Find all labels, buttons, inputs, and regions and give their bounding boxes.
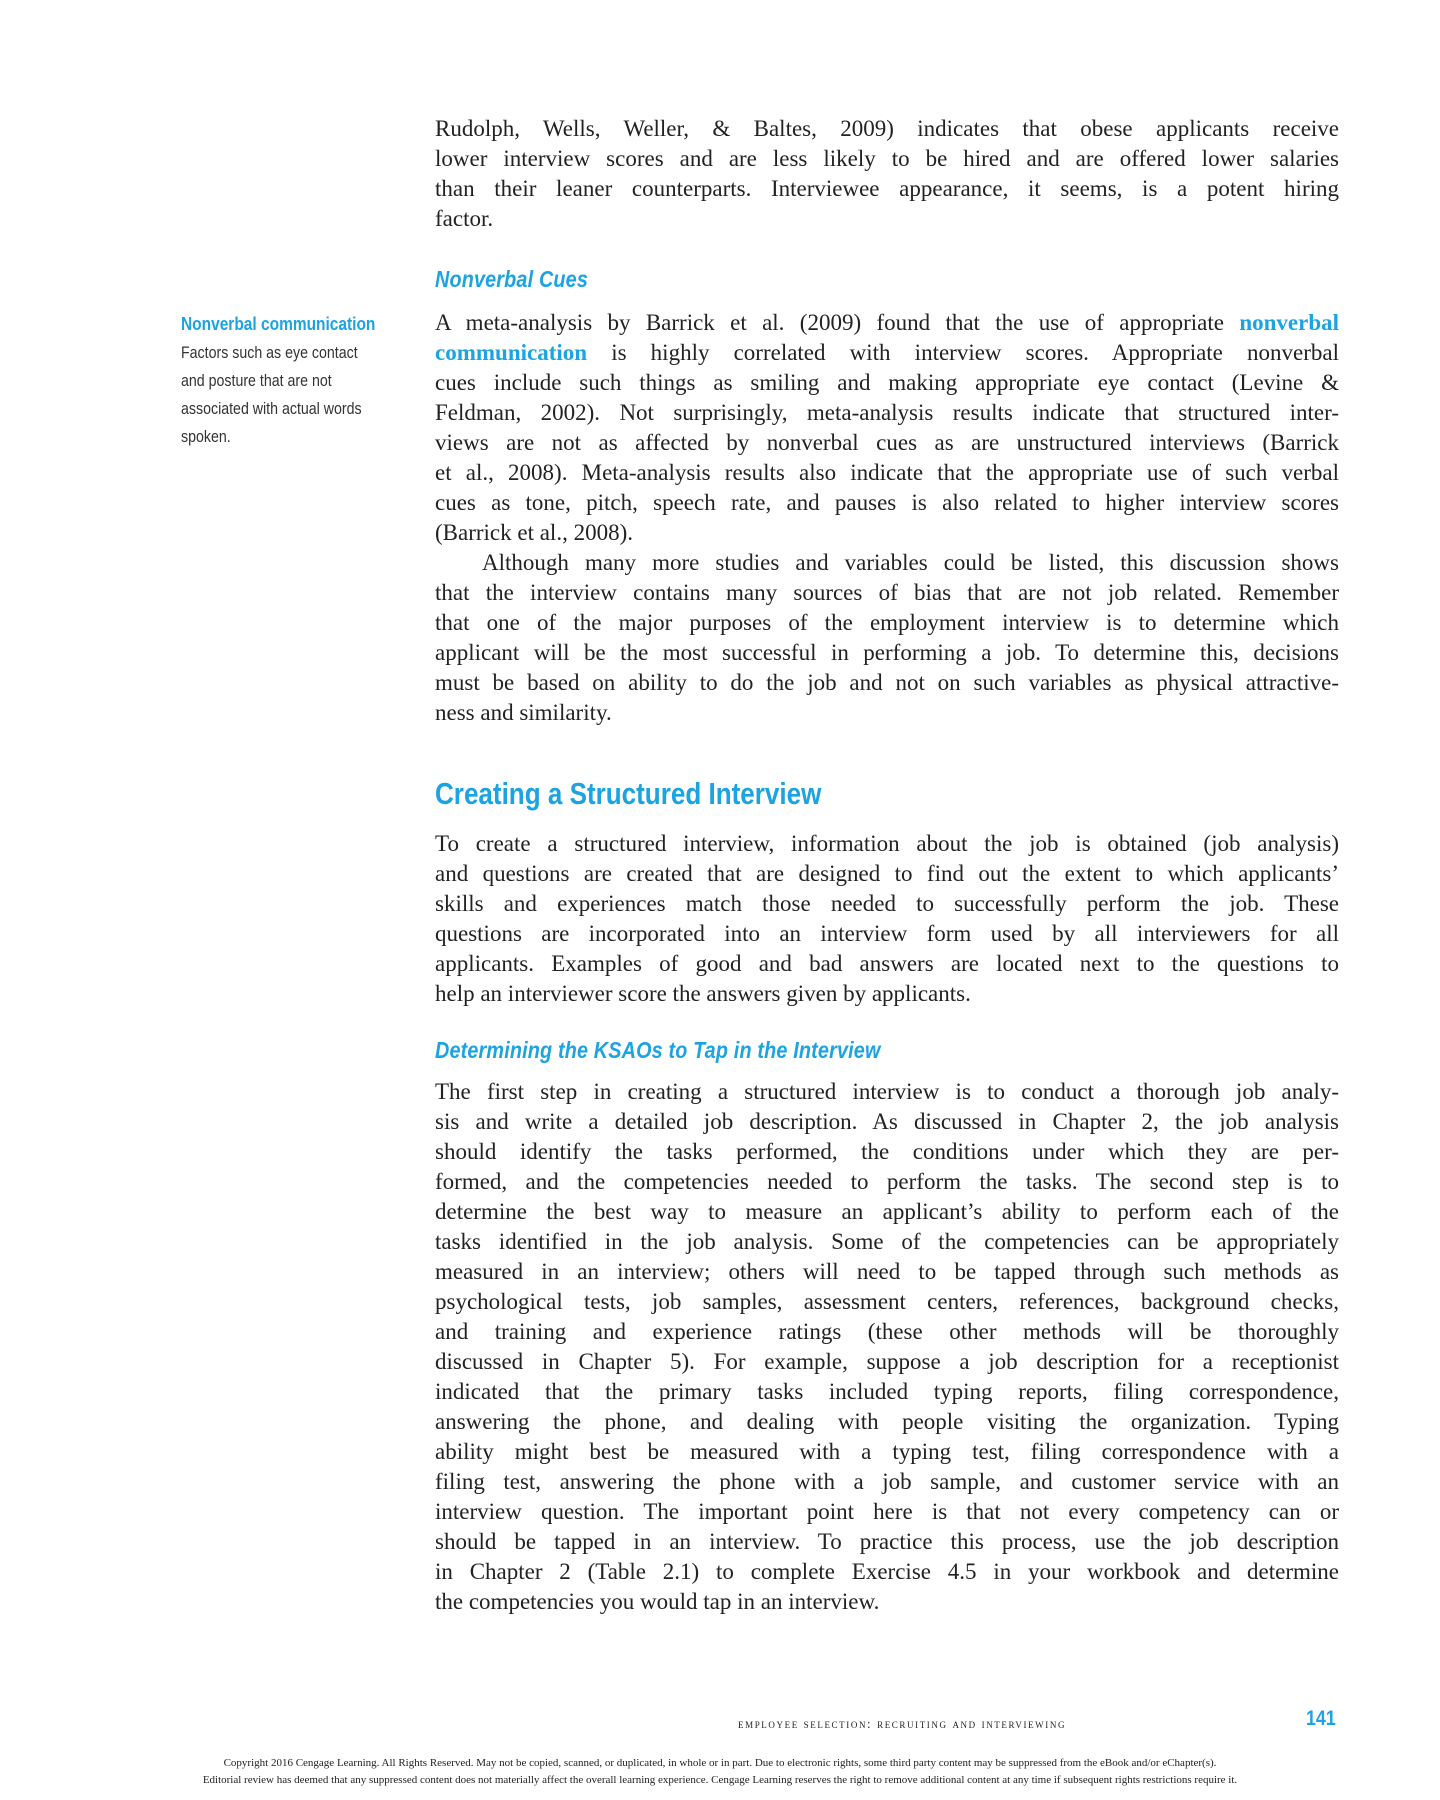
paragraph-5-line: filing test, answering the phone with a job sample, and customer service with an bbox=[435, 1469, 1339, 1494]
paragraph-4-line: questions are incorporated into an interview form used by all interviewers for all bbox=[435, 921, 1339, 946]
paragraph-5-line: sis and write a detailed job description. As discussed in Chapter 2, the job analysis bbox=[435, 1109, 1339, 1134]
paragraph-4-line: To create a structured interview, information about the job is obtained (job analysis) bbox=[435, 831, 1339, 856]
paragraph-5-line: indicated that the primary tasks included typing reports, filing correspondence, bbox=[435, 1379, 1339, 1404]
paragraph-5-line: determine the best way to measure an applicant’s ability to perform each of the bbox=[435, 1199, 1339, 1224]
paragraph-2-line bbox=[435, 308, 1339, 338]
paragraph-5-line: measured in an interview; others will need to be tapped through such methods as bbox=[435, 1259, 1339, 1284]
paragraph-4-line: skills and experiences match those needed to successfully perform the job. These bbox=[435, 891, 1339, 916]
heading-nonverbal-cues: Nonverbal Cues bbox=[435, 266, 588, 292]
paragraph-4-line: applicants. Examples of good and bad answers are located next to the questions to bbox=[435, 951, 1339, 976]
paragraph-4-line: and questions are created that are designed to find out the extent to which applicants’ bbox=[435, 861, 1339, 886]
paragraph-5-line: ability might best be measured with a typing test, filing correspondence with a bbox=[435, 1439, 1339, 1464]
paragraph-2-line bbox=[435, 338, 1339, 368]
running-head: employee selection: recruiting and interviewing bbox=[738, 1716, 1067, 1731]
paragraph-3-line: must be based on ability to do the job and not on such variables as physical attractive- bbox=[435, 670, 1339, 695]
paragraph-5-line: answering the phone, and dealing with people visiting the organization. Typing bbox=[435, 1409, 1339, 1434]
copyright-line-2: Editorial review has deemed that any suppressed content does not materially affect the overall learning experience. Cengage Learning reserves the right to remove additional content at any time if subsequent rights restrictions require it. bbox=[202, 1774, 1238, 1786]
paragraph-1-line: Rudolph, Wells, Weller, & Baltes, 2009) indicates that obese applicants receive bbox=[435, 116, 1339, 141]
heading-determining-ksaos: Determining the KSAOs to Tap in the Interview bbox=[435, 1037, 881, 1063]
paragraph-1-line: factor. bbox=[435, 206, 494, 231]
paragraph-3-line: applicant will be the most successful in performing a job. To determine this, decisions bbox=[435, 640, 1339, 665]
key-term: communication bbox=[435, 340, 588, 365]
paragraph-3-line: ness and similarity. bbox=[435, 700, 612, 725]
paragraph-2-line: Feldman, 2002). Not surprisingly, meta-analysis results indicate that structured inter- bbox=[435, 400, 1339, 425]
text-segment: A meta-analysis by Barrick et al. (2009) found that the use of appropriate bbox=[435, 310, 1240, 335]
paragraph-5-line: The first step in creating a structured interview is to conduct a thorough job analy- bbox=[435, 1079, 1339, 1104]
paragraph-2-line: cues as tone, pitch, speech rate, and pauses is also related to higher interview scores bbox=[435, 490, 1339, 515]
glossary-definition: Factors such as eye contact and posture that are not associated with actual words spoken. bbox=[181, 344, 362, 446]
glossary-term: Nonverbal communication bbox=[181, 314, 376, 334]
paragraph-3-line: Although many more studies and variables could be listed, this discussion shows bbox=[482, 550, 1339, 575]
paragraph-5-line: discussed in Chapter 5). For example, suppose a job description for a receptionist bbox=[435, 1349, 1339, 1374]
paragraph-1-line: lower interview scores and are less likely to be hired and are offered lower salaries bbox=[435, 146, 1339, 171]
paragraph-5-line: should identify the tasks performed, the conditions under which they are per- bbox=[435, 1139, 1339, 1164]
text-segment: is highly correlated with interview scores. Appropriate nonverbal bbox=[587, 340, 1339, 365]
paragraph-2-line: views are not as affected by nonverbal cues as are unstructured interviews (Barrick bbox=[435, 430, 1339, 455]
paragraph-3-line: that the interview contains many sources of bias that are not job related. Remember bbox=[435, 580, 1339, 605]
paragraph-5-line: the competencies you would tap in an interview. bbox=[435, 1589, 880, 1614]
paragraph-4-line: help an interviewer score the answers given by applicants. bbox=[435, 981, 971, 1006]
paragraph-5-line: interview question. The important point here is that not every competency can or bbox=[435, 1499, 1339, 1524]
paragraph-5-line: formed, and the competencies needed to perform the tasks. The second step is to bbox=[435, 1169, 1339, 1194]
page-number: 141 bbox=[1306, 1707, 1336, 1730]
paragraph-2-line: (Barrick et al., 2008). bbox=[435, 520, 633, 545]
paragraph-2-line: cues include such things as smiling and making appropriate eye contact (Levine & bbox=[435, 370, 1339, 395]
paragraph-2-line: et al., 2008). Meta-analysis results also indicate that the appropriate use of such verbal bbox=[435, 460, 1339, 485]
paragraph-3-line: that one of the major purposes of the employment interview is to determine which bbox=[435, 610, 1339, 635]
key-term: nonverbal bbox=[1239, 310, 1339, 335]
paragraph-5-line: psychological tests, job samples, assessment centers, references, background checks, bbox=[435, 1289, 1339, 1314]
paragraph-5-line: in Chapter 2 (Table 2.1) to complete Exercise 4.5 in your workbook and determine bbox=[435, 1559, 1339, 1584]
paragraph-5-line: should be tapped in an interview. To practice this process, use the job description bbox=[435, 1529, 1339, 1554]
paragraph-5-line: and training and experience ratings (these other methods will be thoroughly bbox=[435, 1319, 1339, 1344]
heading-creating-structured-interview: Creating a Structured Interview bbox=[435, 776, 822, 811]
paragraph-5-line: tasks identified in the job analysis. Some of the competencies can be appropriately bbox=[435, 1229, 1339, 1254]
margin-glossary bbox=[181, 310, 379, 451]
paragraph-1-line: than their leaner counterparts. Interviewee appearance, it seems, is a potent hiring bbox=[435, 176, 1339, 201]
copyright-line-1: Copyright 2016 Cengage Learning. All Rights Reserved. May not be copied, scanned, or duplicated, in whole or in part. Due to electronic rights, some third party content may be suppressed from the eBook and/or eChapter(s). bbox=[223, 1757, 1217, 1769]
